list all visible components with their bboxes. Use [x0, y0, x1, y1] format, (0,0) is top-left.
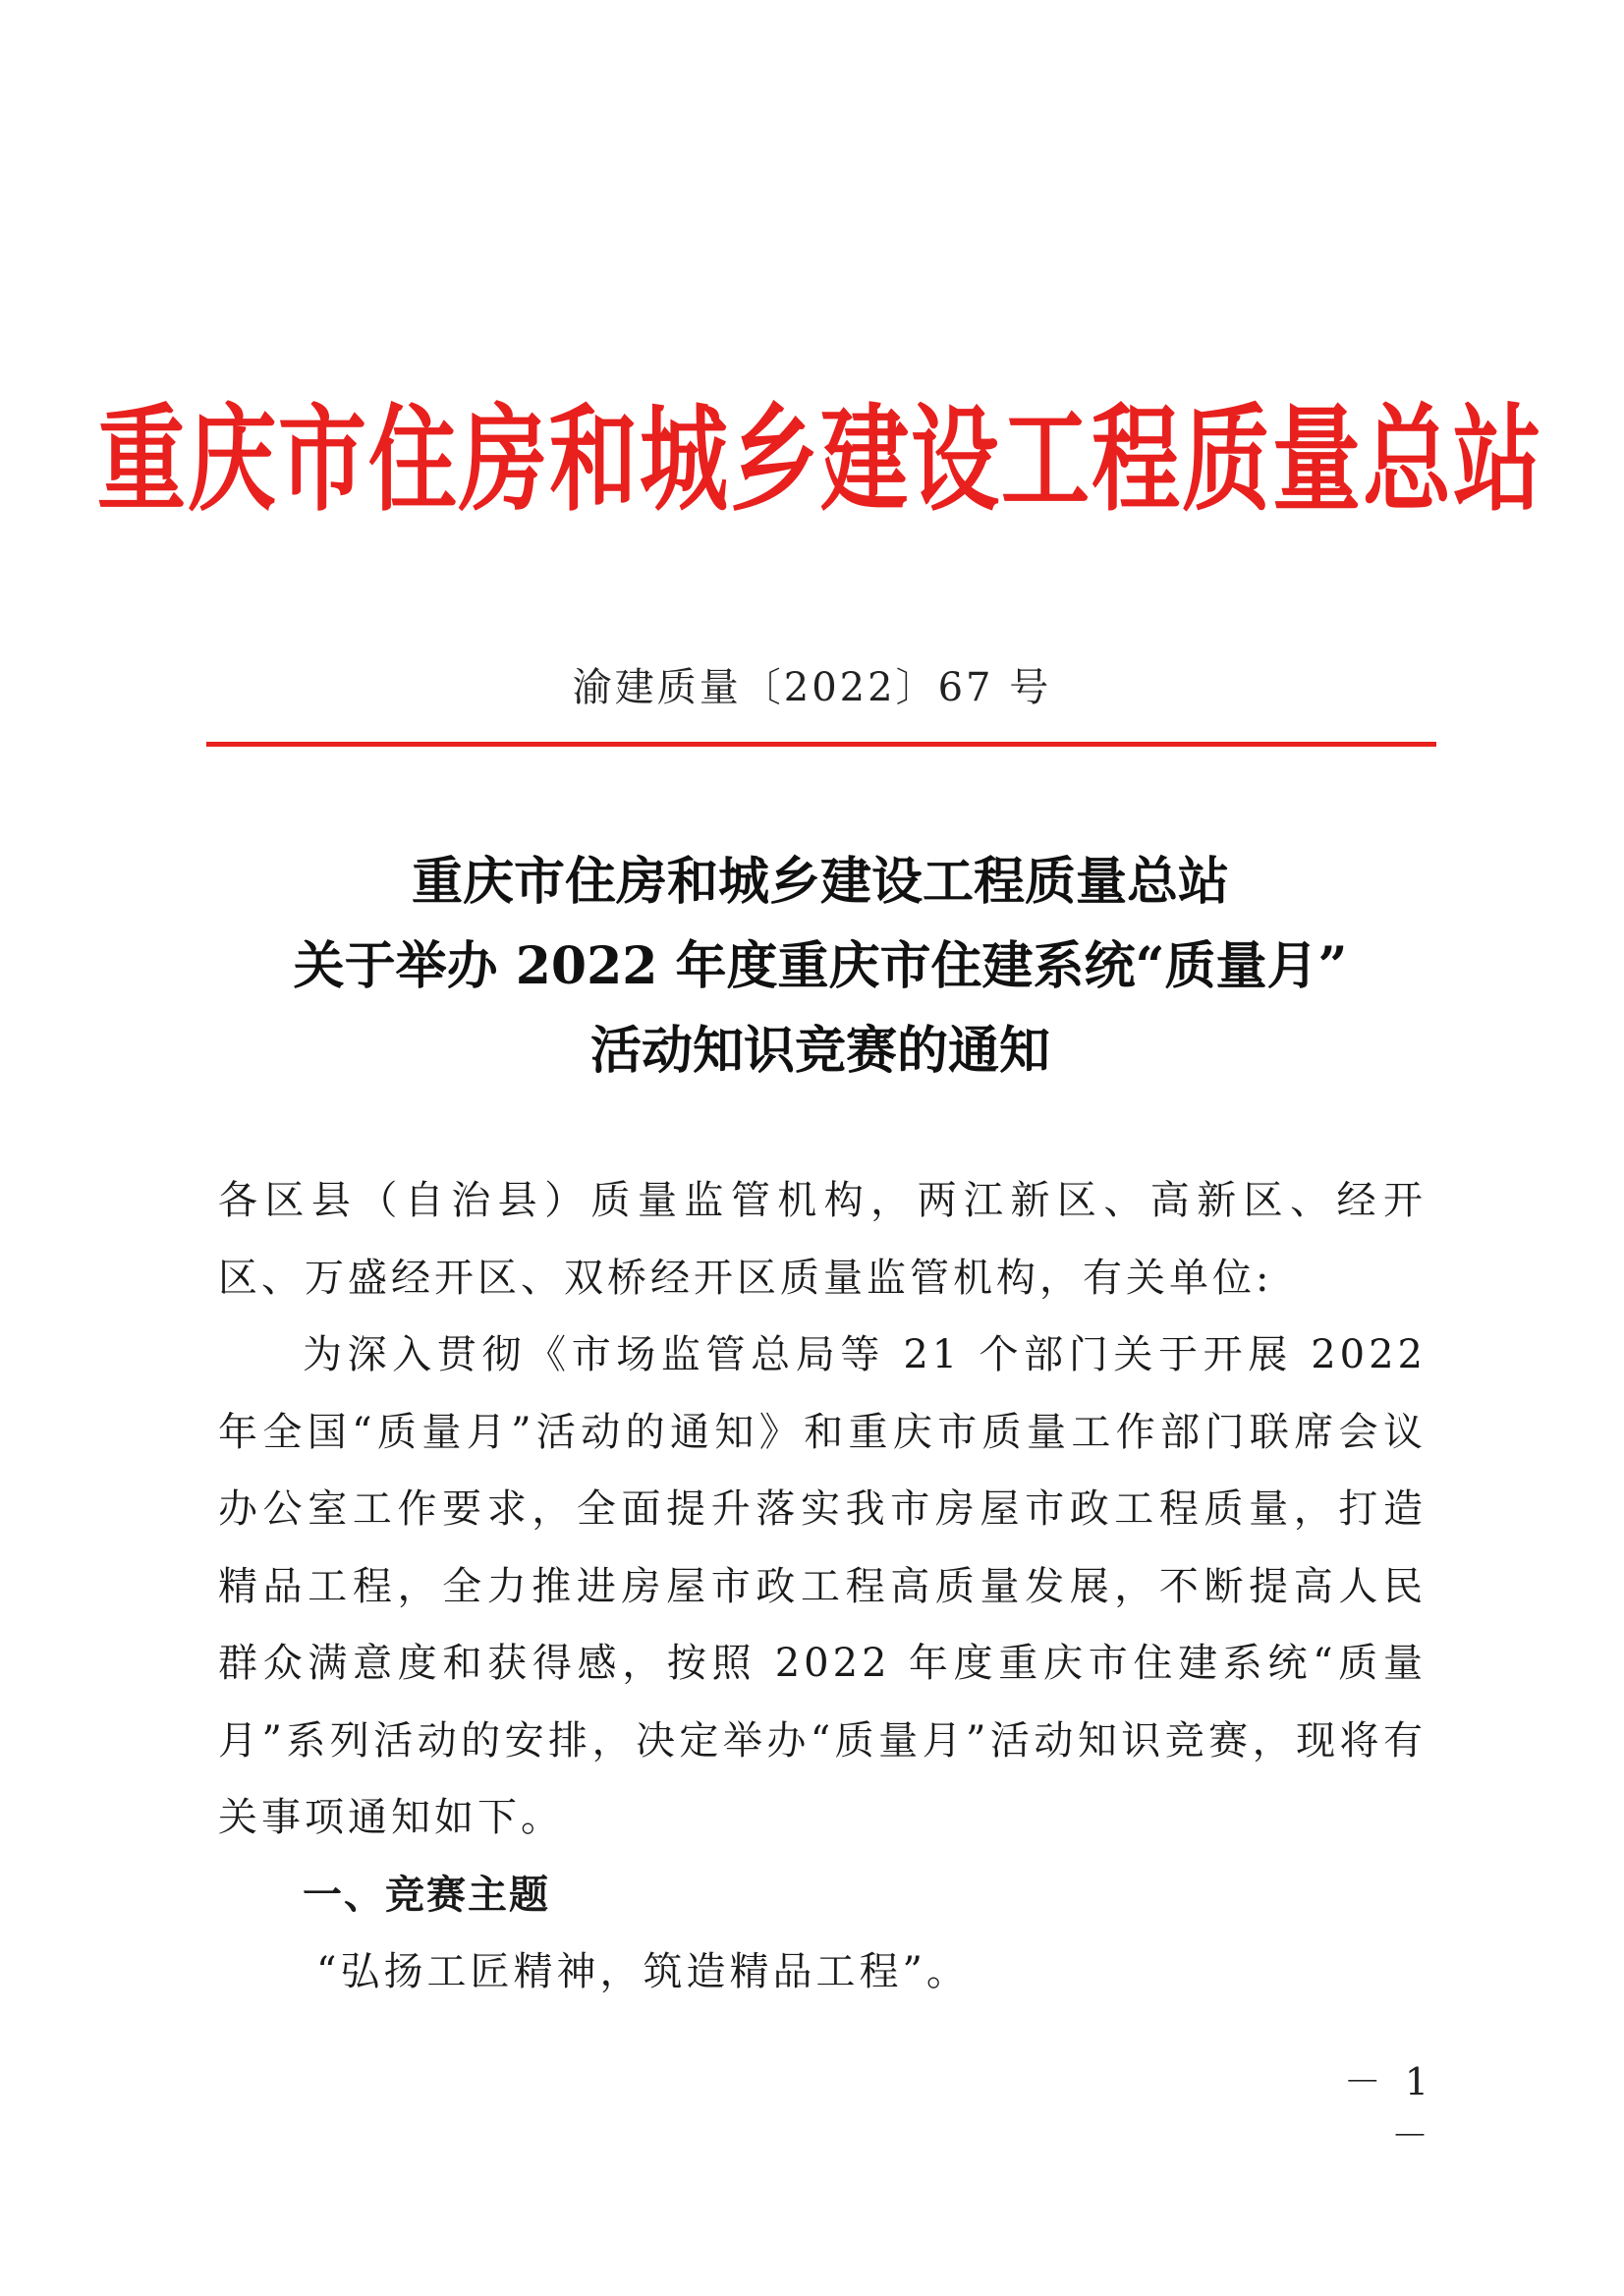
masthead-title: 重庆市住房和城乡建设工程质量总站 [97, 393, 1543, 529]
red-divider-line [206, 742, 1436, 747]
notice-title-line-3: 活动知识竞赛的通知 [589, 1021, 1050, 1081]
section-1-slogan: “弘扬工匠精神，筑造精品工程”。 [316, 1949, 970, 1994]
notice-body [218, 1162, 1427, 2011]
notice-title-line-2: 关于举办 2022 年度重庆市住建系统“质量月” [293, 936, 1348, 996]
page-number: － 1 － [1343, 2060, 1434, 2157]
salutation: 各区县（自治县）质量监管机构，两江新区、高新区、经开区、万盛经开区、双桥经开区质量监管机构，有关单位: [218, 1178, 1427, 1301]
section-1-heading: 一、竞赛主题 [303, 1872, 550, 1918]
document-number: 渝建质量〔2022〕67 号 [572, 665, 1052, 710]
intro-paragraph: 为深入贯彻《市场监管总局等 21 个部门关于开展 2022 年全国“质量月”活动的通知》和重庆市质量工作部门联席会议办公室工作要求，全面提升落实我市房屋市政工程质量，打造精品工程，全力推进房屋市政工程高质量发展，不断提高人民群众满意度和获得感，按照 2022 年度重庆市住建系统“质量月”系列活动的安排，决定举办“质量月”活动知识竞赛，现将有关事项通知如下。 [218, 1332, 1427, 1840]
notice-title [206, 840, 1434, 1093]
notice-title-line-1: 重庆市住房和城乡建设工程质量总站 [411, 852, 1229, 912]
